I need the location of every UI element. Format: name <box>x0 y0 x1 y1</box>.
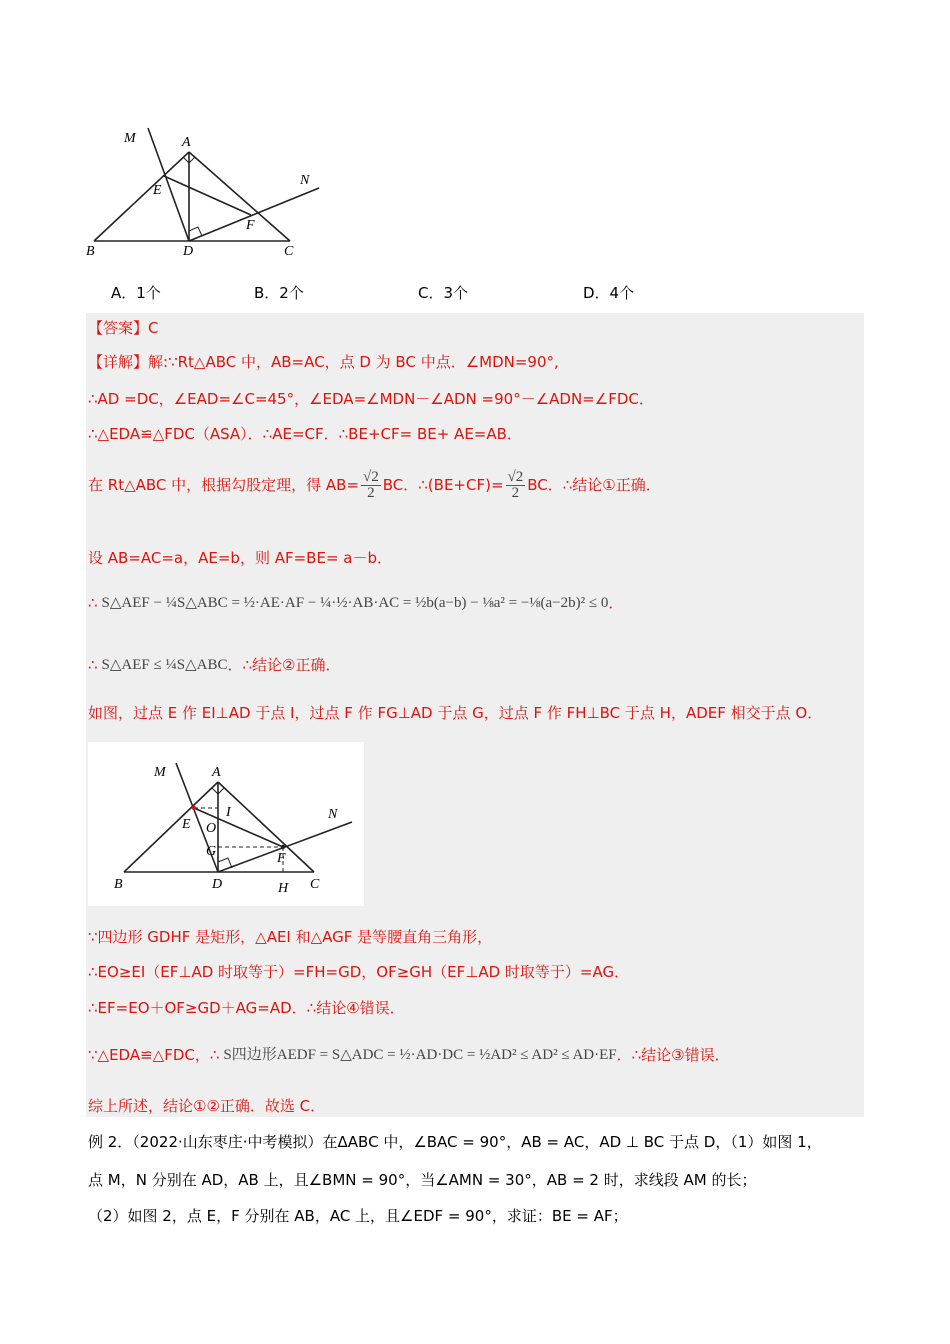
answer-line-4-c: BC．∴结论①正确． <box>527 476 661 494</box>
label-m: M <box>154 765 166 780</box>
point-e <box>192 806 196 810</box>
answer-line-3: ∴△EDA≌△FDC（ASA）．∴AE=CF．∴BE+CF= BE+ AE=AB． <box>88 425 522 443</box>
label-g: G <box>206 844 217 859</box>
label-o: O <box>206 821 217 836</box>
answer-line-11: ∴EF=EO＋OF≥GD＋AG=AD．∴结论④错误． <box>88 999 405 1017</box>
label-b: B <box>86 244 95 259</box>
option-c: C．3个 <box>418 284 469 302</box>
label-h: H <box>278 881 289 896</box>
answer-line-5: 设 AB=AC=a，AE=b，则 AF=BE= a－b． <box>88 549 392 567</box>
frac-den: 2 <box>511 484 520 501</box>
frac-den: 2 <box>367 484 375 501</box>
segment-ac <box>189 152 290 241</box>
answer-line-1 <box>88 352 559 372</box>
label-d: D <box>212 877 223 892</box>
example-2-line-2: 点 M，N 分别在 AD，AB 上，且∠BMN = 90°，当∠AMN = 30°，AB = 2 时，求线段 AM 的长； <box>88 1171 757 1189</box>
label-n: N <box>300 173 310 188</box>
figure-2 <box>110 758 360 896</box>
answer-line-6-prefix: ∴ <box>88 594 98 612</box>
label-b: B <box>114 877 123 892</box>
answer-line-8: 如图，过点 E 作 EI⊥AD 于点 I，过点 F 作 FG⊥AD 于点 G，过点 F 作 FH⊥BC 于点 H，ADEF 相交于点 O． <box>88 704 823 722</box>
label-d: D <box>183 244 194 259</box>
segment-ab <box>94 152 189 241</box>
right-angle-d <box>218 858 232 868</box>
label-n: N <box>328 807 338 822</box>
detail-label: 【详解】 <box>88 353 149 371</box>
fraction-sqrt2-over-2-b <box>506 470 526 501</box>
area-inequality-formula: S△AEF − ¼S△ABC = ½·AE·AF − ¼·½·AB·AC = ½b(a−b) − ⅛a² = −⅛(a−2b)² ≤ 0 <box>101 595 609 611</box>
answer-line-9: ∵四边形 GDHF 是矩形，△AEI 和△AGF 是等腰直角三角形， <box>88 928 493 946</box>
answer-line-7-suffix: ．∴结论②正确． <box>227 656 341 674</box>
answer-line-12-prefix: ∵△EDA≌△FDC，∴ <box>88 1046 220 1064</box>
right-angle-d <box>189 227 202 236</box>
label-e: E <box>153 183 162 198</box>
label-c: C <box>284 244 294 259</box>
area-bound-formula: S△AEF ≤ ¼S△ABC <box>101 657 228 673</box>
label-i: I <box>226 805 231 820</box>
segment-ac <box>218 782 314 872</box>
answer-label: 【答案】C <box>88 319 159 337</box>
answer-line-13: 综上所述，结论①②正确．故选 C． <box>88 1097 326 1115</box>
label-c: C <box>310 877 320 892</box>
point-f <box>281 845 285 849</box>
label-f: F <box>277 851 286 866</box>
option-b: B．2个 <box>254 284 304 302</box>
answer-line-12 <box>88 1040 730 1070</box>
label-f: F <box>246 218 255 233</box>
label-m: M <box>124 131 136 146</box>
answer-line-4-a: 在 Rt△ABC 中，根据勾股定理，得 AB= <box>88 476 360 494</box>
figure-1 <box>86 120 336 265</box>
answer-line-12-suffix: ．∴结论③错误． <box>616 1046 730 1064</box>
option-a: A．1个 <box>111 284 161 302</box>
answer-line-1-text: 解:∵Rt△ABC 中，AB=AC，点 D 为 BC 中点．∠MDN=90°, <box>148 353 559 371</box>
fraction-sqrt2-over-2-a <box>361 470 381 501</box>
quadrilateral-area-formula: S四边形AEDF = S△ADC = ½·AD·DC = ½AD² ≤ AD² ≤ AD·EF <box>223 1047 617 1063</box>
example-2-line-3: （2）如图 2，点 E，F 分别在 AB，AC 上，且∠EDF = 90°，求证：BE = AF； <box>88 1207 628 1225</box>
frac-num: √2 <box>363 468 379 485</box>
answer-line-2: ∴AD =DC，∠EAD=∠C=45°，∠EDA=∠MDN－∠ADN =90°－∠ADN=∠FDC． <box>88 390 654 408</box>
answer-line-4-b: BC．∴(BE+CF)= <box>382 476 504 494</box>
frac-num: √2 <box>507 468 524 485</box>
answer-line-6 <box>88 588 623 618</box>
answer-line-7 <box>88 652 340 678</box>
label-e: E <box>182 817 191 832</box>
segment-ab <box>124 782 218 872</box>
label-a: A <box>212 765 221 780</box>
answer-line-7-prefix: ∴ <box>88 656 98 674</box>
answer-line-4 <box>88 460 661 510</box>
answer-line-6-suffix: ． <box>608 594 624 612</box>
option-d: D．4个 <box>583 284 635 302</box>
label-a: A <box>182 135 191 150</box>
example-2-line-1: 例 2．（2022·山东枣庄·中考模拟）在ΔABC 中，∠BAC = 90°，AB = AC，AD ⊥ BC 于点 D，（1）如图 1， <box>88 1133 822 1151</box>
answer-line-10: ∴EO≥EI（EF⊥AD 时取等于）=FH=GD，OF≥GH（EF⊥AD 时取等于）=AG． <box>88 963 630 981</box>
